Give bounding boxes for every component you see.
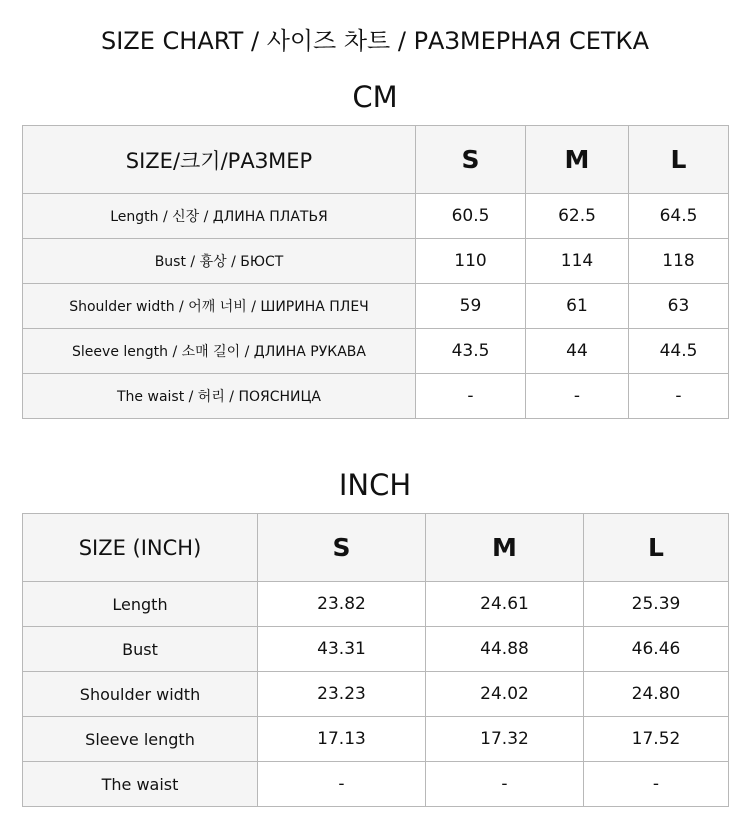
row-label-waist: The waist [23, 762, 258, 807]
cell-value: - [416, 374, 526, 419]
cell-value: 44.5 [629, 329, 729, 374]
cell-value: - [584, 762, 729, 807]
cm-section-title: CM [352, 80, 398, 114]
cell-value: 60.5 [416, 194, 526, 239]
table-row [23, 762, 729, 807]
size-header-m: M [426, 514, 584, 582]
cell-value: - [526, 374, 629, 419]
table-row [23, 239, 729, 284]
cell-value: - [426, 762, 584, 807]
cell-value: - [629, 374, 729, 419]
cell-value: 24.61 [426, 582, 584, 627]
page-title: SIZE CHART / 사이즈 차트 / РАЗМЕРНАЯ СЕТКА [100, 27, 650, 55]
cell-value: 63 [629, 284, 729, 329]
cell-value: 43.31 [258, 627, 426, 672]
size-header-s: S [416, 126, 526, 194]
cell-value: 24.02 [426, 672, 584, 717]
table-header-row [23, 126, 729, 194]
cell-value: 59 [416, 284, 526, 329]
cell-value: 61 [526, 284, 629, 329]
row-label-bust: Bust [23, 627, 258, 672]
size-header-l: L [629, 126, 729, 194]
row-label-length: Length [23, 582, 258, 627]
size-header-l: L [584, 514, 729, 582]
cell-value: 64.5 [629, 194, 729, 239]
table-row [23, 329, 729, 374]
cell-value: 44 [526, 329, 629, 374]
cell-value: 23.82 [258, 582, 426, 627]
table-row [23, 194, 729, 239]
row-label-length: Length / 신장 / ДЛИНА ПЛАТЬЯ [23, 194, 416, 239]
cm-size-table [22, 125, 729, 419]
size-header-m: M [526, 126, 629, 194]
table-header-row [23, 514, 729, 582]
cell-value: 17.13 [258, 717, 426, 762]
table-row [23, 374, 729, 419]
row-label-sleeve-length: Sleeve length [23, 717, 258, 762]
row-label-sleeve-length: Sleeve length / 소매 길이 / ДЛИНА РУКАВА [23, 329, 416, 374]
cell-value: 110 [416, 239, 526, 284]
cell-value: - [258, 762, 426, 807]
cell-value: 23.23 [258, 672, 426, 717]
cell-value: 44.88 [426, 627, 584, 672]
row-label-shoulder-width: Shoulder width [23, 672, 258, 717]
cell-value: 25.39 [584, 582, 729, 627]
cell-value: 43.5 [416, 329, 526, 374]
table-row [23, 672, 729, 717]
table-row [23, 627, 729, 672]
cell-value: 24.80 [584, 672, 729, 717]
table-row [23, 582, 729, 627]
table-row [23, 717, 729, 762]
cell-value: 118 [629, 239, 729, 284]
table-row [23, 284, 729, 329]
row-label-shoulder-width: Shoulder width / 어깨 너비 / ШИРИНА ПЛЕЧ [23, 284, 416, 329]
row-label-bust: Bust / 흉상 / БЮСТ [23, 239, 416, 284]
cell-value: 62.5 [526, 194, 629, 239]
row-label-waist: The waist / 허리 / ПОЯСНИЦА [23, 374, 416, 419]
size-header-s: S [258, 514, 426, 582]
inch-size-table [22, 513, 729, 807]
inch-section-title: INCH [338, 468, 412, 502]
cell-value: 17.52 [584, 717, 729, 762]
size-header-label: SIZE/크기/РАЗМЕР [23, 126, 416, 194]
cell-value: 17.32 [426, 717, 584, 762]
cell-value: 114 [526, 239, 629, 284]
size-header-label: SIZE (INCH) [23, 514, 258, 582]
cell-value: 46.46 [584, 627, 729, 672]
